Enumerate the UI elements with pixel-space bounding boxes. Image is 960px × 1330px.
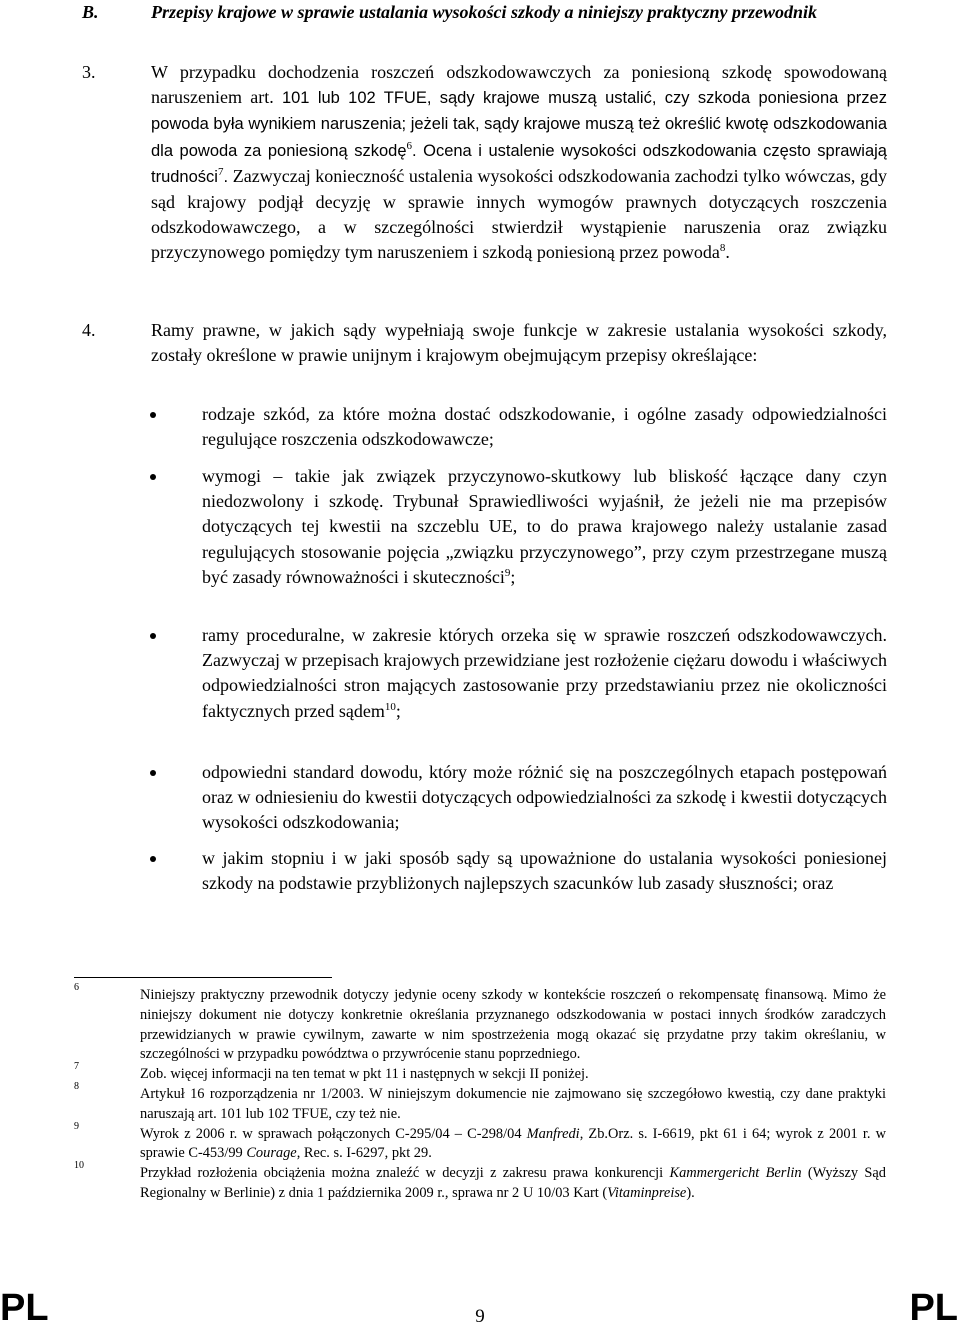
bullet-item	[150, 623, 887, 724]
footnote-10-text-c: ).	[686, 1184, 695, 1201]
case-name-vitaminpreise: Vitaminpreise	[607, 1184, 687, 1201]
footnotes	[74, 982, 886, 1204]
footnote-9-text-c: , Rec. s. I-6297, pkt 29.	[296, 1145, 432, 1162]
paragraph-text: Ramy prawne, w jakich sądy wypełniają swoje funkcje w zakresie ustalania wysokości szkody, zostały określone w prawie unijnym i krajowym obejmującym przepisy określające:	[151, 320, 887, 366]
footer-language-left: PL	[0, 1287, 49, 1329]
paragraph-4	[82, 318, 887, 368]
bullet-text: w jakim stopniu i w jaki sposób sądy są upoważnione do ustalania wysokości poniesionej szkody na podstawie przybliżonych najlepszych szacunków lub zasady słuszności; oraz	[202, 848, 887, 894]
footnote-text	[140, 1125, 886, 1165]
footnote-7	[74, 1061, 886, 1085]
footnote-number: 7	[74, 1061, 79, 1073]
paragraph-text	[151, 60, 887, 266]
bullet-icon	[150, 412, 156, 418]
footnote-number: 6	[74, 982, 79, 993]
footnote-number: 8	[74, 1080, 79, 1092]
paragraph-number: 3.	[82, 62, 96, 82]
bullet-icon	[150, 770, 156, 776]
paragraph-3	[82, 60, 887, 266]
footnote-ref-6: 6	[406, 139, 412, 152]
paragraph-3-text-f: .	[725, 242, 730, 263]
footnote-ref-9: 9	[504, 566, 511, 579]
footnote-9-text-b: , Zb.Orz. s. I-6619, pkt 61 i 64; wyrok z 2001 r. w sprawie C-453/99	[140, 1125, 886, 1162]
bullet-icon	[150, 474, 156, 480]
footnote-text: Artykuł 16 rozporządzenia nr 1/2003. W niniejszym dokumencie nie zajmowano się szczegółowo kwestią, czy dane praktyki naruszają art. 101 lub 102 TFUE, czy też nie.	[140, 1085, 886, 1122]
footnote-9	[74, 1120, 886, 1165]
case-name-manfredi: Manfredi	[526, 1125, 580, 1142]
bullet-text-tail: ;	[395, 700, 401, 721]
footnote-8	[74, 1080, 886, 1125]
footnote-number: 10	[74, 1160, 84, 1172]
section-letter: B.	[82, 2, 99, 22]
bullet-item	[150, 402, 887, 452]
footnote-10-text-a: Przykład rozłożenia obciążenia można znaleźć w decyzji z zakresu prawa konkurencji	[140, 1165, 670, 1182]
footnote-ref-7: 7	[217, 165, 224, 178]
page-number: 9	[475, 1306, 485, 1327]
footnote-text: Zob. więcej informacji na ten temat w pkt 11 i następnych w sekcji II poniżej.	[140, 1066, 589, 1083]
footnote-text: Niniejszy praktyczny przewodnik dotyczy jedynie oceny szkody w kontekście roszczeń o rekompensatę finansową. Mimo że niniejszy dokument nie dotyczy konkretnie określania przyznanego odszkodowania w postaci innych środków zaradczych przewidzianych w prawie cywilnym, zawarte w nim spostrzeżenia mogą okazać się przydatne przy takim określaniu, w szczególności w przypadku powództwa o przywrócenie stanu poprzedniego.	[140, 987, 886, 1063]
paragraph-number: 4.	[82, 320, 96, 340]
paragraph-3-text-b: 101 lub 102 TFUE, sądy krajowe muszą ustalić, czy szkoda poniesiona przez powoda była wynikiem naruszenia; jeżeli tak, sądy krajowe muszą też określić kwotę odszkodowania dla powoda za poniesioną szkodę	[151, 89, 887, 160]
bullet-icon	[150, 856, 156, 862]
footnote-divider	[74, 977, 332, 978]
paragraph-3-text-c: . Ocena i ustalenie wysokości odszkodowania często sprawiają trudności	[151, 141, 887, 186]
footnote-number: 9	[74, 1120, 79, 1132]
bullet-icon	[150, 633, 156, 639]
bullet-text-tail: ;	[510, 566, 516, 587]
case-name-courage: Courage	[246, 1145, 297, 1162]
bullet-item	[150, 760, 887, 836]
footnote-ref-8: 8	[719, 242, 726, 255]
bullet-item	[150, 464, 887, 590]
footnote-10-text-b: (Wyższy Sąd Regionalny w Berlinie) z dnia 1 października 2009 r., sprawa nr 2 U 10/03 Kart (	[140, 1165, 886, 1201]
paragraph-3-text-d: .	[223, 167, 233, 186]
court-name: Kammergericht Berlin	[669, 1165, 802, 1182]
bullet-text: odpowiedni standard dowodu, który może różnić się na poszczególnych etapach postępowań oraz w odniesieniu do kwestii dotyczących odpowiedzialności za szkodę i kwestii dotyczących wysokości odszkodowania;	[202, 762, 887, 833]
bullet-text: wymogi – takie jak związek przyczynowo-skutkowy lub bliskość łączące dany czyn niedozwolony i szkodę. Trybunał Sprawiedliwości wyjaśnił, że jeżeli nie ma przepisów dotyczących tej kwestii na szczeblu UE, to do prawa krajowego należy ustalanie zasad regulujących stosowanie pojęcia „związku przyczynowego”, przy czym przestrzegane muszą być zasady równoważności i skuteczności	[202, 466, 887, 587]
footer-language-right: PL	[909, 1287, 958, 1329]
footnote-9-text-a: Wyrok z 2006 r. w sprawach połączonych C-295/04 – C-298/04	[140, 1125, 527, 1142]
bullet-text: ramy proceduralne, w zakresie których orzeka się w sprawie roszczeń odszkodowawczych. Zazwyczaj w przepisach krajowych przewidziane jest rozłożenie ciężaru dowodu i właściwych odpowiedzialności stron mających zastosowanie przy przedstawianiu przez nie okoliczności faktycznych przed sądem	[202, 625, 887, 721]
footnote-10	[74, 1160, 886, 1204]
footnote-6	[74, 982, 886, 1065]
bullet-text: rodzaje szkód, za które można dostać odszkodowanie, i ogólne zasady odpowiedzialności regulujące roszczenia odszkodowawcze;	[202, 404, 887, 450]
section-title: Przepisy krajowe w sprawie ustalania wysokości szkody a niniejszy praktyczny przewodnik	[151, 2, 818, 22]
footnote-ref-10: 10	[384, 700, 396, 713]
bullet-item	[150, 846, 887, 896]
footnote-text	[140, 1164, 886, 1204]
paragraph-3-text-a: W przypadku dochodzenia roszczeń odszkodowawczych za poniesioną szkodę spowodowaną naruszeniem art.	[151, 62, 887, 108]
paragraph-3-text-e: Zazwyczaj konieczność ustalenia wysokości odszkodowania zachodzi tylko wówczas, gdy sąd krajowy podjął decyzję w sprawie innych wymogów prawnych dotyczących roszczenia odszkodowawczego, a w szczególności stwierdził wystąpienie naruszenia oraz związku przyczynowego pomiędzy tym naruszeniem i szkodą poniesioną przez powoda	[151, 165, 887, 263]
